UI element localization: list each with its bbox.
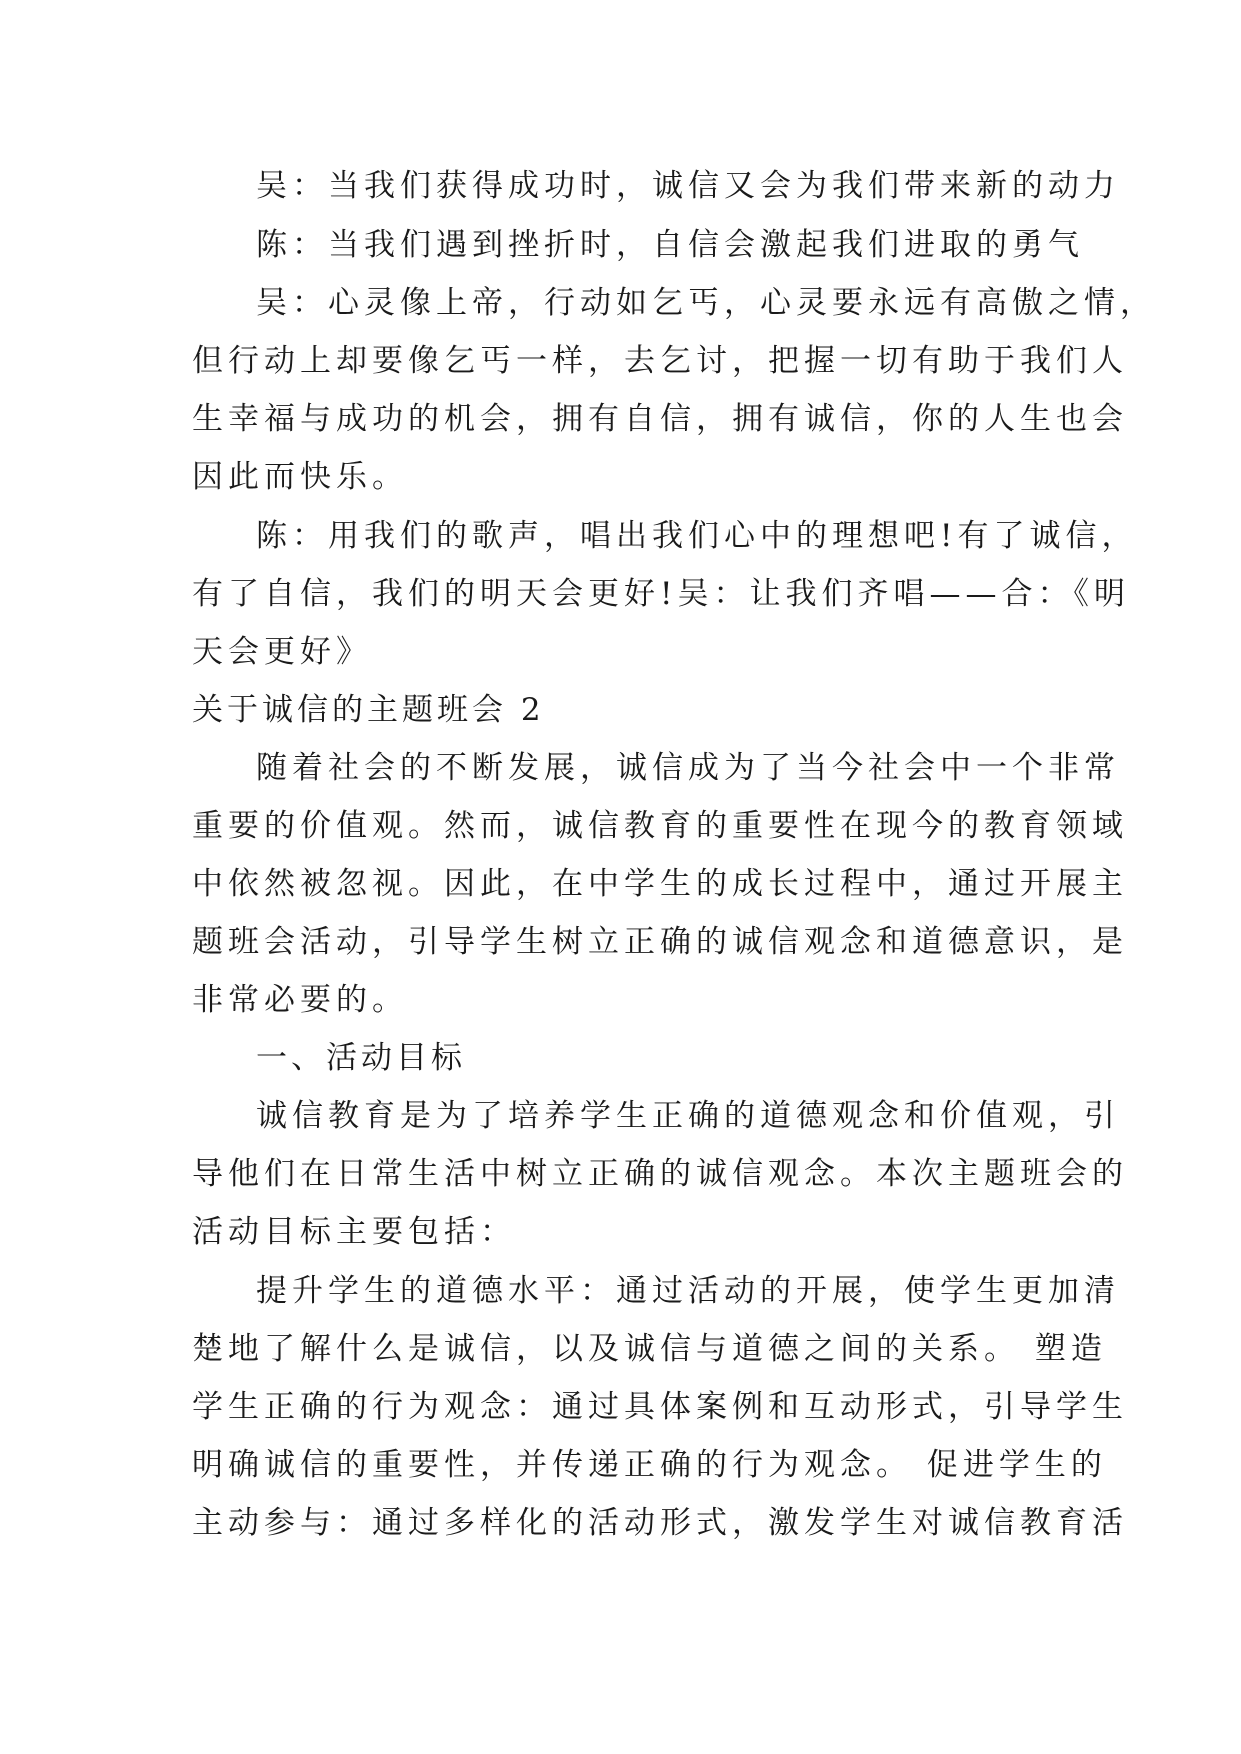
paragraph-line: 明确诚信的重要性，并传递正确的行为观念。 促进学生的 [192,1447,1107,1483]
paragraph-line: 有了自信，我们的明天会更好!吴：让我们齐唱——合：《明 [192,576,1130,612]
paragraph-line: 随着社会的不断发展，诚信成为了当今社会中一个非常 [256,750,1120,786]
dialogue-line-chen-2: 陈：用我们的歌声，唱出我们心中的理想吧!有了诚信， [256,518,1138,554]
paragraph-line: 提升学生的道德水平：通过活动的开展，使学生更加清 [256,1273,1120,1309]
section-title: 关于诚信的主题班会 2 [192,692,545,728]
paragraph-line: 导他们在日常生活中树立正确的诚信观念。本次主题班会的 [192,1156,1128,1192]
paragraph-line: 但行动上却要像乞丐一样，去乞讨，把握一切有助于我们人 [192,343,1128,379]
paragraph-line: 诚信教育是为了培养学生正确的道德观念和价值观，引 [256,1098,1120,1134]
dialogue-line-wu-2: 吴：心灵像上帝，行动如乞丐，心灵要永远有高傲之情， [256,285,1156,321]
paragraph-line: 中依然被忽视。因此，在中学生的成长过程中，通过开展主 [192,866,1128,902]
paragraph-line: 生幸福与成功的机会，拥有自信，拥有诚信，你的人生也会 [192,401,1128,437]
paragraph-line: 活动目标主要包括： [192,1214,516,1250]
paragraph-line: 天会更好》 [192,634,372,670]
paragraph-line: 非常必要的。 [192,982,408,1018]
paragraph-line: 学生正确的行为观念：通过具体案例和互动形式，引导学生 [192,1389,1128,1425]
paragraph-line: 楚地了解什么是诚信，以及诚信与道德之间的关系。 塑造 [192,1331,1107,1367]
paragraph-line: 因此而快乐。 [192,459,408,495]
paragraph-line: 重要的价值观。然而，诚信教育的重要性在现今的教育领域 [192,808,1128,844]
dialogue-line-wu-1: 吴：当我们获得成功时，诚信又会为我们带来新的动力 [256,168,1120,204]
subsection-title: 一、活动目标 [256,1040,466,1076]
paragraph-line: 主动参与：通过多样化的活动形式，激发学生对诚信教育活 [192,1505,1128,1541]
paragraph-line: 题班会活动，引导学生树立正确的诚信观念和道德意识，是 [192,924,1128,960]
dialogue-line-chen-1: 陈：当我们遇到挫折时，自信会激起我们进取的勇气 [256,227,1084,263]
